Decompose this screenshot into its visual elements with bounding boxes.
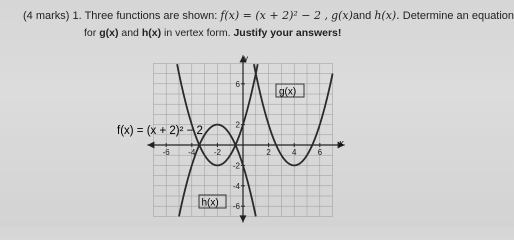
x-axis-label: x <box>339 138 344 148</box>
x-tick-label: -6 <box>162 148 170 157</box>
f-curve-label: f(x) = (x + 2)² − 2 <box>117 125 203 137</box>
y-tick-label: 2 <box>235 120 240 130</box>
x-tick-label: 4 <box>291 148 297 157</box>
y-tick-label: -4 <box>232 181 240 191</box>
question-intro: Three functions are shown: <box>84 10 218 22</box>
g-name: g(x) <box>331 9 353 22</box>
h-curve-label: h(x) <box>201 197 219 209</box>
x-tick-label: -4 <box>188 148 196 157</box>
line2-g: g(x) <box>99 27 119 39</box>
y-tick-label: -6 <box>232 202 240 212</box>
and-text: and <box>352 10 372 22</box>
line2-for: for <box>84 27 97 39</box>
x-tick-label: 6 <box>317 148 323 157</box>
f-definition: f(x) = (x + 2)² − 2 , <box>220 9 328 22</box>
question-marks: (4 marks) <box>23 10 70 22</box>
h-name: h(x). <box>374 9 400 22</box>
line2-and: and <box>121 27 139 39</box>
x-tick-label: -2 <box>213 148 221 157</box>
curves <box>177 64 333 216</box>
instruction-text: Determine an equation <box>402 10 514 22</box>
y-axis-label: y <box>244 54 248 63</box>
justify-text: Justify your answers! <box>233 27 342 39</box>
y-axis-arrow-down <box>240 215 247 222</box>
g-curve-label: g(x) <box>279 86 297 98</box>
x-axis-arrow-left <box>147 142 154 149</box>
y-tick-label: 6 <box>235 79 240 89</box>
line2-rest: in vertex form. <box>163 27 231 39</box>
question-number: 1. <box>72 10 82 22</box>
line2-h: h(x) <box>141 27 162 39</box>
x-tick-label: 2 <box>266 148 271 157</box>
y-tick-label: -2 <box>232 161 240 171</box>
